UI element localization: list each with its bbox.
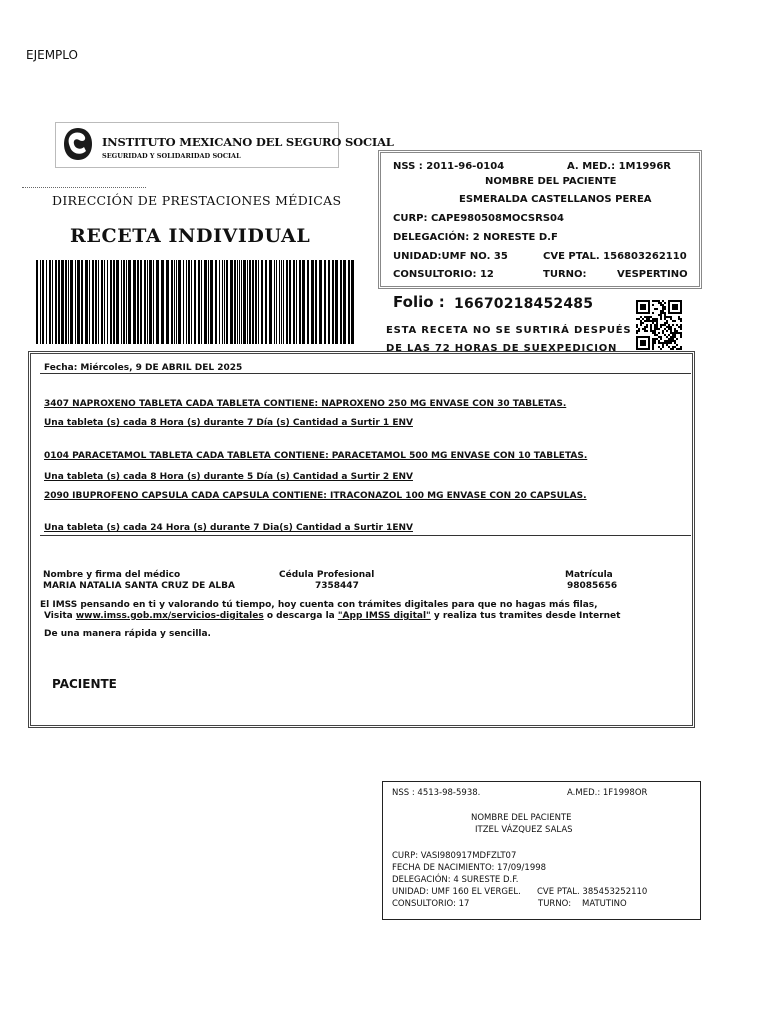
download-text: o descarga la <box>263 611 338 621</box>
imss-services-link[interactable]: www.imss.gob.mx/servicios-digitales <box>75 611 264 621</box>
digital-services-info: El IMSS pensando en ti y valorando tú tiempo, hoy cuenta con trámites digitales para que no hagas más filas, <box>40 600 598 610</box>
nss: NSS : 4513-98-5938. <box>392 788 481 798</box>
unit: UNIDAD:UMF NO. 35 <box>393 251 508 262</box>
dosage-line: Una tableta (s) cada 24 Hora (s) durante 7 Dia(s) Cantidad a Surtir 1ENV <box>44 523 413 533</box>
dosage-line: Una tableta (s) cada 8 Hora (s) durante 5 Día (s) Cantidad a Surtir 2 ENV <box>44 472 413 482</box>
logo-subtitle: SEGURIDAD Y SOLIDARIDAD SOCIAL <box>102 152 241 160</box>
imss-app-link[interactable]: "App IMSS digital" <box>337 611 431 621</box>
dosage-line: Una tableta (s) cada 8 Hora (s) durante 7 Día (s) Cantidad a Surtir 1 ENV <box>44 418 413 428</box>
direction-heading: DIRECCIÓN DE PRESTACIONES MÉDICAS <box>52 193 342 208</box>
nss: NSS : 2011-96-0104 <box>393 161 505 172</box>
matricula-number: 98085656 <box>567 581 618 591</box>
turno-label: TURNO: <box>538 899 572 909</box>
expiry-warning-continued: DE LAS 72 HORAS DE SUEXPEDICIÓN <box>386 343 618 352</box>
fecha-divider <box>40 373 691 374</box>
imss-logo <box>55 122 394 168</box>
cve-ptal: CVE PTAL. 385453252110 <box>537 887 648 897</box>
doctor-label: Nombre y firma del médico <box>43 570 181 580</box>
cve-ptal: CVE PTAL. 156803262110 <box>543 251 687 262</box>
doctor-name: MARIA NATALIA SANTA CRUZ DE ALBA <box>43 581 235 591</box>
patient-name: ESMERALDA CASTELLANOS PEREA <box>459 194 652 205</box>
digital-services-closing: De una manera rápida y sencilla. <box>44 629 211 639</box>
patient-name: ITZEL VÁZQUEZ SALAS <box>475 825 573 835</box>
consultorio: CONSULTORIO: 12 <box>393 269 494 280</box>
folio-label: Folio : <box>393 293 445 311</box>
curp: CURP: CAPE980508MOCSRS04 <box>393 213 564 224</box>
expiry-warning: ESTA RECETA NO SE SURTIRÁ DESPUÉS <box>386 325 632 336</box>
meds-divider <box>40 535 691 536</box>
birth-date: FECHA DE NACIMIENTO: 17/09/1998 <box>392 863 547 873</box>
patient-info-box-2 <box>382 781 701 920</box>
curp: CURP: VASI980917MDFZLT07 <box>392 851 517 861</box>
cedula-label: Cédula Profesional <box>279 570 375 580</box>
turno-label: TURNO: <box>543 269 587 280</box>
consultorio: CONSULTORIO: 17 <box>392 899 470 909</box>
turno: MATUTINO <box>582 899 627 909</box>
turno: VESPERTINO <box>617 269 688 280</box>
folio-number: 16670218452485 <box>454 296 594 312</box>
patient-name-label: NOMBRE DEL PACIENTE <box>485 176 617 187</box>
unit: UNIDAD: UMF 160 EL VERGEL. <box>392 887 521 897</box>
patient-info-box <box>378 150 702 289</box>
medication-line: 2090 IBUPROFENO CAPSULA CADA CAPSULA CONTIENE: ITRACONAZOL 100 MG ENVASE CON 20 CAPSULAS. <box>44 491 587 501</box>
document-title: RECETA INDIVIDUAL <box>70 225 311 247</box>
patient-name-label: NOMBRE DEL PACIENTE <box>471 813 572 823</box>
medical-id: A.MED.: 1F1998OR <box>567 788 648 798</box>
medical-id: A. MED.: 1M1996R <box>567 161 672 172</box>
cedula-number: 7358447 <box>315 581 359 591</box>
medication-line: 0104 PARACETAMOL TABLETA CADA TABLETA CONTIENE: PARACETAMOL 500 MG ENVASE CON 10 TABLETAS. <box>44 451 588 461</box>
qr-code-icon <box>636 300 682 350</box>
digital-services-visit <box>44 611 620 621</box>
delegation: DELEGACIÓN: 2 NORESTE D.F <box>393 232 558 243</box>
delegation: DELEGACIÓN: 4 SURESTE D.F. <box>392 875 519 885</box>
visit-text: Visita <box>44 611 76 621</box>
example-label: EJEMPLO <box>26 48 78 62</box>
internet-text: y realiza tus tramites desde Internet <box>430 611 621 621</box>
dotted-divider <box>22 187 146 188</box>
prescription-date: Fecha: Miércoles, 9 DE ABRIL DEL 2025 <box>44 363 243 373</box>
logo-title: INSTITUTO MEXICANO DEL SEGURO SOCIAL <box>102 135 394 149</box>
barcode-icon <box>36 260 354 344</box>
patient-copy-label: PACIENTE <box>52 677 117 691</box>
matricula-label: Matrícula <box>565 570 613 580</box>
imss-emblem-icon <box>59 125 97 163</box>
medication-line: 3407 NAPROXENO TABLETA CADA TABLETA CONTIENE: NAPROXENO 250 MG ENVASE CON 30 TABLETAS. <box>44 399 567 409</box>
